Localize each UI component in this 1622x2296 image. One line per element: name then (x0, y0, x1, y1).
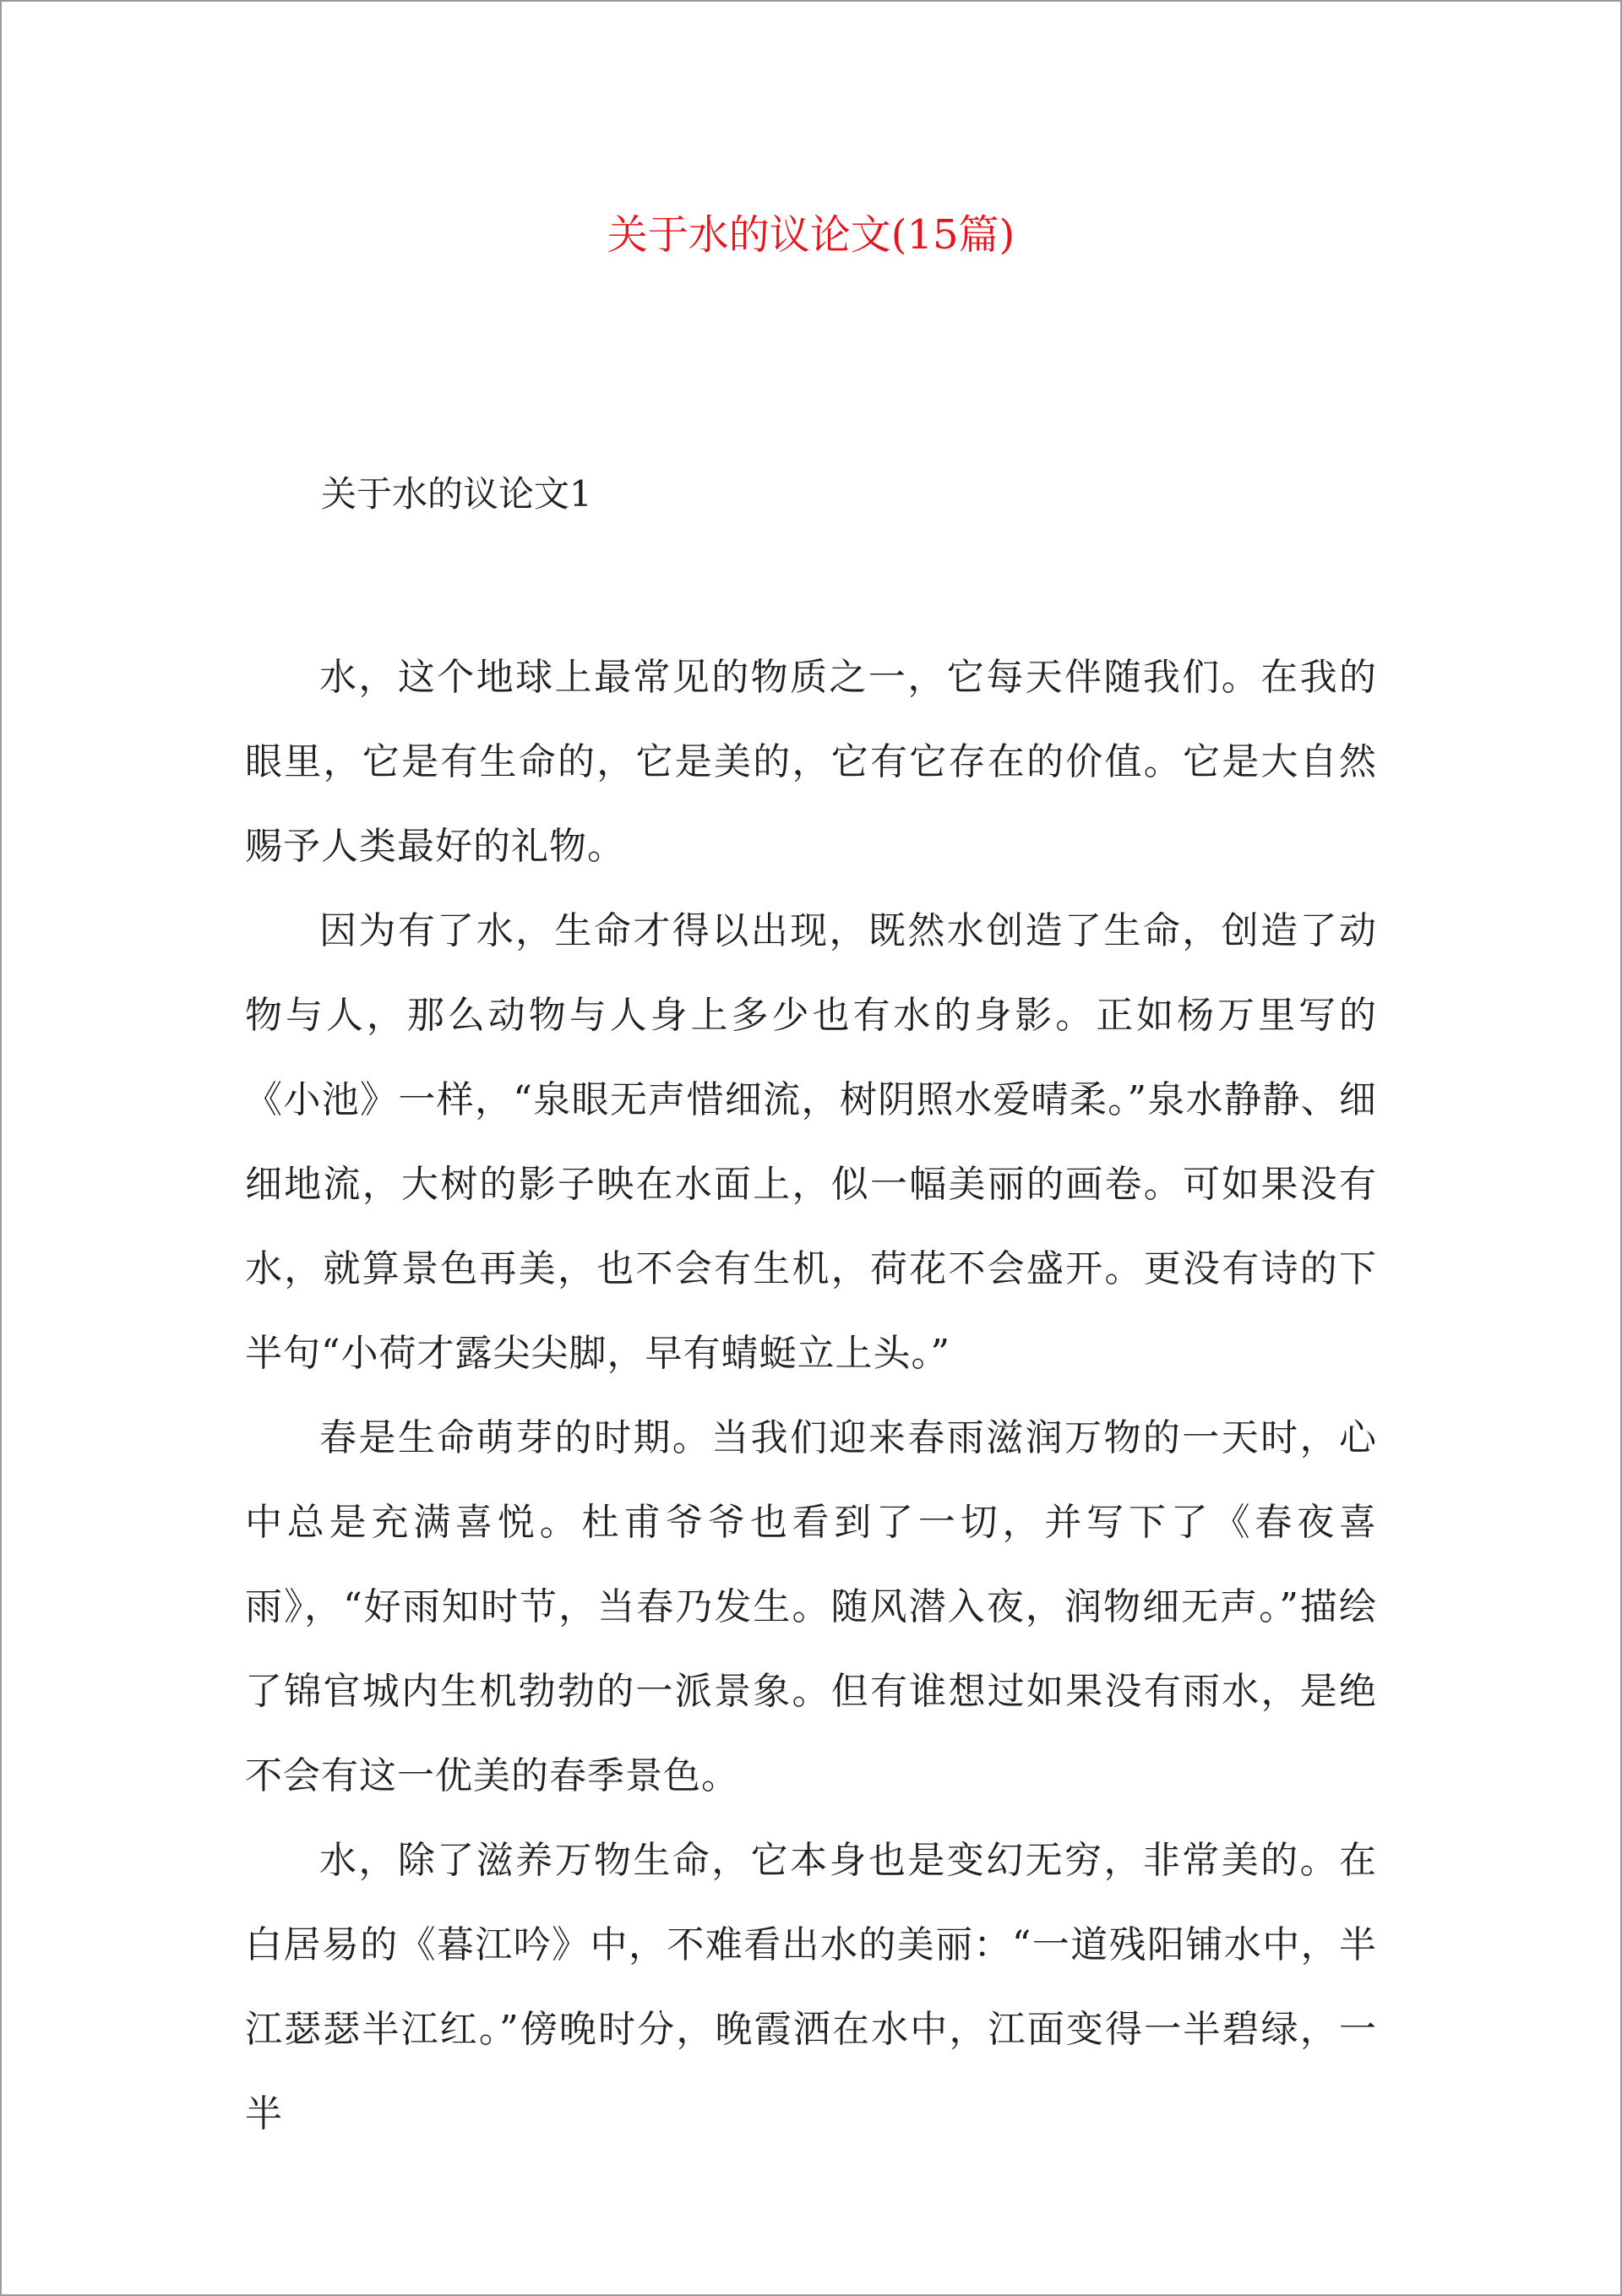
section-heading: 关于水的议论文1 (321, 473, 592, 515)
paragraph: 水，除了滋养万物生命，它本身也是变幻无穷，非常美的。在白居易的《暮江吟》中，不难看出水的美丽：“一道残阳铺水中，半江瑟瑟半江红。”傍晚时分，晚霞洒在水中，江面变得一半碧绿，一半 (245, 1839, 1377, 2135)
document-title: 关于水的议论文(15篇) (607, 211, 1015, 259)
paragraph: 春是生命萌芽的时期。当我们迎来春雨滋润万物的一天时，心中总是充满喜悦。杜甫爷爷也看到了一切，并写下了《春夜喜雨》，“好雨知时节，当春乃发生。随风潜入夜，润物细无声。”描绘了锦官城内生机勃勃的一派景象。但有谁想过如果没有雨水，是绝不会有这一优美的春季景色。 (245, 1416, 1377, 1797)
paragraph: 因为有了水，生命才得以出现，既然水创造了生命，创造了动物与人，那么动物与人身上多少也有水的身影。正如杨万里写的《小池》一样，“泉眼无声惜细流，树阴照水爱晴柔。”泉水静静、细细地流，大树的影子映在水面上，似一幅美丽的画卷。可如果没有水，就算景色再美，也不会有生机，荷花不会盛开。更没有诗的下半句“小荷才露尖尖脚，早有蜻蜓立上头。” (245, 909, 1377, 1375)
document-body (245, 635, 1377, 2157)
paragraph: 水，这个地球上最常见的物质之一，它每天伴随我们。在我的眼里，它是有生命的，它是美的，它有它存在的价值。它是大自然赐予人类最好的礼物。 (245, 656, 1377, 868)
